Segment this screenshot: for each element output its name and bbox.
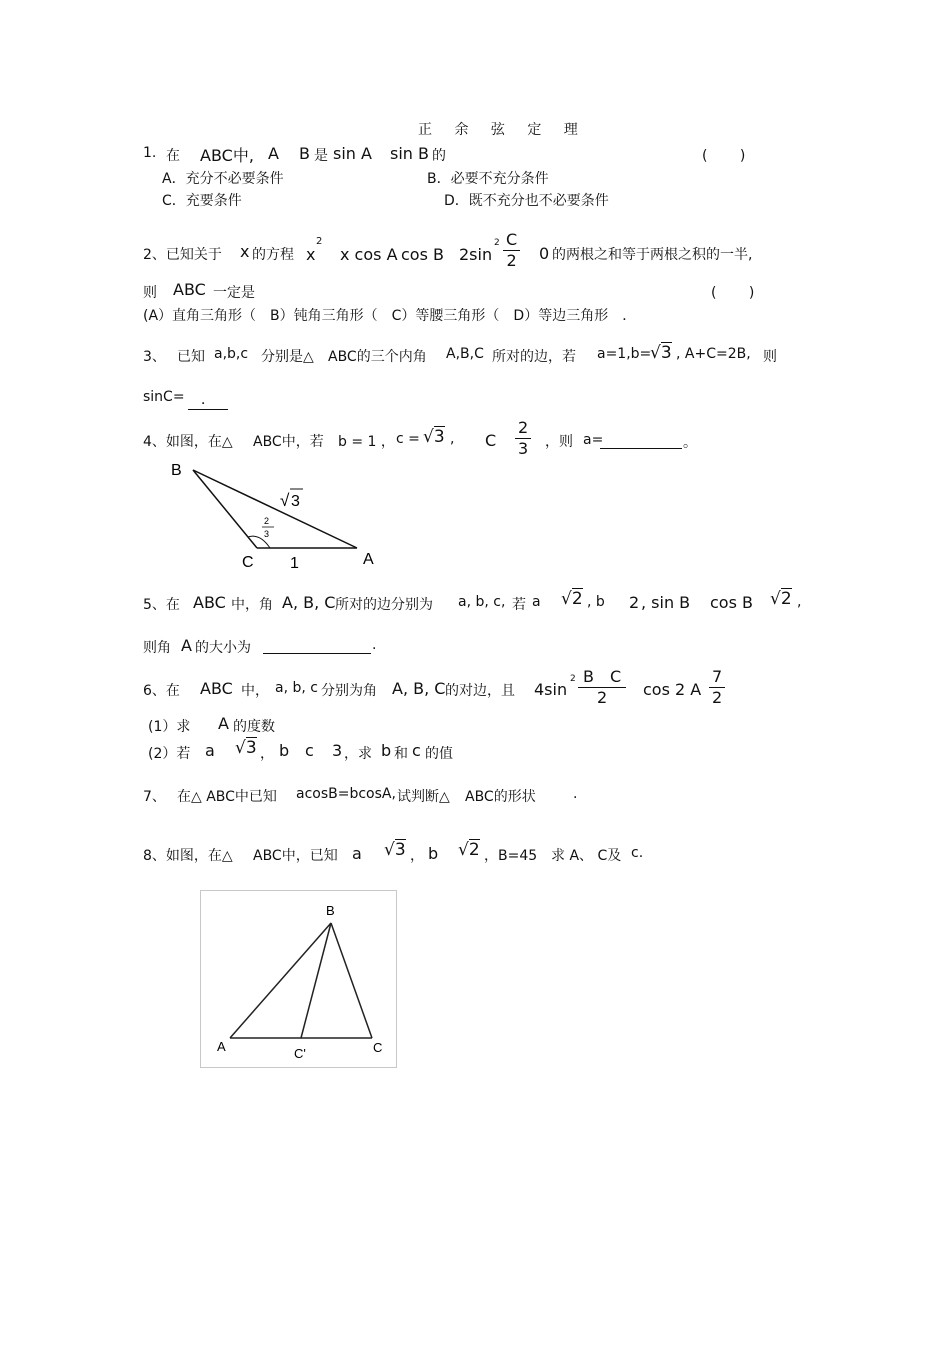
q5-angle-a: A <box>181 636 192 655</box>
q6-text: 中， <box>241 683 269 699</box>
q4-radicand: 3 <box>433 427 445 447</box>
q6-fraction-2 <box>709 667 725 708</box>
q4-text: a= <box>583 432 604 448</box>
q4-angle-den: 3 <box>264 529 270 539</box>
q5-radical-2: √2 <box>770 589 792 609</box>
q6-abc: ABC <box>200 679 233 698</box>
q1-option-d: D．既不充分也不必要条件 <box>444 193 609 209</box>
q6-part-2-a: a <box>205 741 215 760</box>
q1-angle-b: B <box>299 144 310 163</box>
q7-text: 在△ ABC中已知 <box>177 789 277 805</box>
q6-cos2a: cos 2 A <box>643 680 702 699</box>
q2-2sin: 2sin <box>459 245 493 264</box>
q8-vertex-a: A <box>217 1039 226 1054</box>
q4-text: ，则 <box>545 434 573 450</box>
q6-part-2-three: 3 <box>332 741 343 760</box>
q5-text: 中，角 <box>231 597 273 613</box>
q6-frac-den: 2 <box>596 688 608 707</box>
q4-vertex-a: A <box>363 551 374 568</box>
q2-sup: 2 <box>494 238 500 248</box>
q1-option-b: B．必要不充分条件 <box>427 171 549 187</box>
q5-sides: a, b, c, <box>458 594 506 610</box>
q5-answer-blank <box>263 637 371 654</box>
q3-radicand: 3 <box>660 343 672 363</box>
q8-side-bc <box>331 923 372 1038</box>
q4-text: 。 <box>683 435 697 451</box>
q4-angle-c: C <box>485 431 497 450</box>
q3-number: 3、 <box>143 349 166 365</box>
q2-xcosa: x cos A <box>340 245 398 264</box>
q8-radical-1: √3 <box>384 840 406 860</box>
q6-text: 分别为角 <box>321 683 377 699</box>
q4-fraction <box>515 418 531 459</box>
q4-side-c-label: √ <box>280 491 290 510</box>
q8-radical-2: √2 <box>458 840 480 860</box>
q5-text: 所对的边分别为 <box>335 597 433 613</box>
q2-answer-paren: ( ) <box>711 285 755 301</box>
q3-answer-blank: ． <box>188 389 228 410</box>
q6-part-2-text: ， <box>260 746 274 762</box>
q6-part-1-text: 的度数 <box>233 719 275 735</box>
q5-text: , <box>797 594 802 610</box>
q4-side-b-label: 1 <box>290 555 299 572</box>
q8-triangle-figure <box>200 890 398 1068</box>
q4-triangle-figure <box>160 455 400 575</box>
q8-text: ， <box>410 848 424 864</box>
q8-text: ，B=45 <box>484 848 538 864</box>
q7-text: 试判断△ <box>397 789 450 805</box>
q7-text: ABC的形状 <box>465 789 536 805</box>
q1-angle-a: A <box>268 144 279 163</box>
q6-part-2-b2: b <box>381 741 392 760</box>
q8-vertex-c: C <box>373 1040 383 1055</box>
q2-var-x: x <box>240 242 250 261</box>
q3-text: 分别是△ <box>261 349 314 365</box>
q4-radical: √3 <box>423 427 445 447</box>
q4-side-bc <box>193 470 257 548</box>
q5-text: 若 <box>512 597 526 613</box>
q4-text: b = 1 ， <box>338 434 395 450</box>
q6-part-1: (1）求 <box>148 719 191 735</box>
q8-vertex-b: B <box>326 903 335 918</box>
q5-two: 2 <box>629 593 640 612</box>
q2-zero: 0 <box>539 244 550 263</box>
q4-vertex-b: B <box>171 462 182 479</box>
q5-b: , b <box>587 594 605 610</box>
q2-text: 则 <box>143 285 157 301</box>
q6-text: 6、在 <box>143 683 180 699</box>
q5-radical-1: √2 <box>561 589 583 609</box>
q3-text: 则 <box>763 349 777 365</box>
q8-text: ABC中，已知 <box>253 848 338 864</box>
q7-number: 7、 <box>143 789 166 805</box>
q1-sin-b: sin B <box>390 144 429 163</box>
q3-text: , A+C=2B, <box>676 346 751 362</box>
q1-triangle: ABC中, <box>200 146 254 165</box>
q5-text: 5、在 <box>143 597 180 613</box>
q5-radicand-1: 2 <box>571 589 583 609</box>
q1-text: 在 <box>166 148 180 164</box>
q5-text: . <box>372 637 377 653</box>
q6-frac2-num: 7 <box>709 667 725 688</box>
q2-frac-num: C <box>503 230 520 251</box>
q8-text: 求 A、 C及 <box>551 848 622 864</box>
q4-side-ba <box>193 470 357 548</box>
q8-b: b <box>428 844 439 863</box>
q3-text: ABC的三个内角 <box>328 349 427 365</box>
q8-text: 8、如图，在△ <box>143 848 233 864</box>
q5-angles: A, B, C <box>282 593 336 612</box>
q3-text: A,B,C <box>446 346 484 362</box>
q3-text: a,b,c <box>214 346 249 362</box>
q6-angles: A, B, C <box>392 679 446 698</box>
q2-fraction <box>503 230 520 271</box>
q3-text: 所对的边，若 <box>492 349 576 365</box>
q1-option-c: C．充要条件 <box>162 193 242 209</box>
q3-radical: √3 <box>650 343 672 363</box>
q6-frac-num: B C <box>578 667 626 688</box>
q4-text: c = <box>396 431 420 447</box>
q5-text: 的大小为 <box>195 640 251 656</box>
q3-text: a=1,b= <box>597 346 652 362</box>
q1-text: 是 <box>314 148 328 164</box>
q1-number: 1. <box>143 145 157 161</box>
q4-text: ABC中，若 <box>253 434 324 450</box>
q2-text: 的方程 <box>252 247 294 263</box>
q6-text: 的对边，且 <box>445 683 515 699</box>
q6-part-2: (2）若 <box>148 746 191 762</box>
q6-part-2-c: c <box>305 741 314 760</box>
q4-text: , <box>450 431 455 447</box>
q8-a: a <box>352 844 362 863</box>
q4-vertex-c: C <box>242 554 254 571</box>
q4-answer-blank <box>600 432 682 449</box>
q6-sup: 2 <box>570 674 576 684</box>
q2-x-squared: x <box>306 245 316 264</box>
q6-radical: √3 <box>235 738 257 758</box>
q1-option-a: A．充分不必要条件 <box>162 171 284 187</box>
q5-abc: ABC <box>193 593 226 612</box>
q6-part-1-a: A <box>218 714 229 733</box>
q3-sinc: sinC= <box>143 389 185 405</box>
q2-cosb: cos B <box>401 245 444 264</box>
q4-frac-den: 3 <box>518 439 529 458</box>
q6-part-2-c2: c <box>412 741 421 760</box>
q1-answer-paren: ( ) <box>702 148 746 164</box>
q4-angle-num: 2 <box>264 516 270 526</box>
q5-sinb: , sin B <box>641 593 691 612</box>
q2-text: 一定是 <box>213 285 255 301</box>
q5-text: 则角 <box>143 640 171 656</box>
q6-part-2-text: 的值 <box>425 746 453 762</box>
q6-part-2-text: ，求 <box>344 746 372 762</box>
q5-cosb: cos B <box>710 593 753 612</box>
q8-vertex-c-prime: C' <box>294 1046 306 1061</box>
q4-text: 4、如图，在△ <box>143 434 233 450</box>
q8-radicand-2: 2 <box>468 840 480 860</box>
q4-frac-num: 2 <box>515 418 531 439</box>
q6-part-2-text: 和 <box>394 746 408 762</box>
q8-figure-frame <box>201 891 397 1068</box>
q6-frac2-den: 2 <box>712 688 723 707</box>
q8-text: c. <box>631 845 644 861</box>
q2-text: 2、已知关于 <box>143 247 222 263</box>
q3-text: 已知 <box>177 349 205 365</box>
q6-4sin: 4sin <box>534 680 568 699</box>
q7-text: . <box>573 786 578 802</box>
q6-sides: a, b, c <box>275 680 318 696</box>
q1-sin-a: sin A <box>333 144 372 163</box>
q6-radicand: 3 <box>245 738 257 758</box>
q1-text: 的 <box>432 148 446 164</box>
q2-sup: 2 <box>316 236 323 247</box>
q7-text: acosB=bcosA, <box>296 786 396 802</box>
q2-text: 的两根之和等于两根之积的一半, <box>552 247 753 263</box>
page-title: 正 余 弦 定 理 <box>418 122 587 138</box>
q5-a: a <box>532 594 541 610</box>
q2-abc: ABC <box>173 280 206 299</box>
q5-radicand-2: 2 <box>780 589 792 609</box>
q6-part-2-b: b <box>279 741 290 760</box>
q8-radicand-1: 3 <box>394 840 406 860</box>
q2-options: (A）直角三角形（ B）钝角三角形（ C）等腰三角形（ D）等边三角形 ． <box>143 308 637 324</box>
q4-side-c-radicand: 3 <box>291 493 300 510</box>
q6-fraction <box>578 667 626 708</box>
q2-frac-den: 2 <box>506 251 517 270</box>
